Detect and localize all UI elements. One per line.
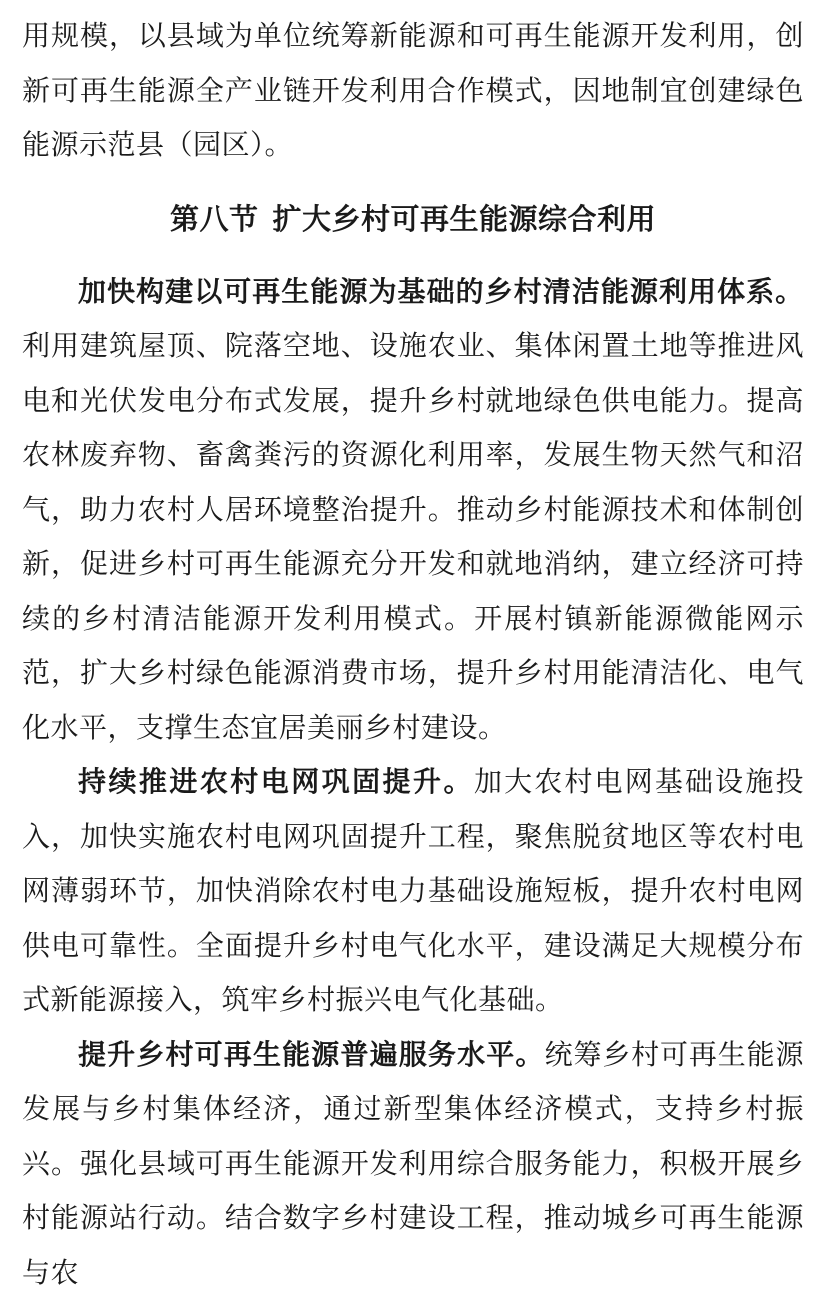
paragraph-rural-grid: [22, 755, 804, 1028]
document-page: [22, 0, 804, 1300]
paragraph-clean-energy-system: [22, 265, 804, 756]
paragraph-body: 加大农村电网基础设施投入，加快实施农村电网巩固提升工程，聚焦脱贫地区等农村电网薄弱环节，加快消除农村电力基础设施短板，提升农村电网供电可靠性。全面提升乡村电气化水平，建设满足大规模分布式新能源接入，筑牢乡村振兴电气化基础。: [22, 765, 804, 1016]
paragraph-lead: 加快构建以可再生能源为基础的乡村清洁能源利用体系。: [78, 275, 804, 308]
paragraph-lead: 持续推进农村电网巩固提升。: [78, 765, 474, 798]
continuation-paragraph: 用规模，以县域为单位统筹新能源和可再生能源开发利用，创新可再生能源全产业链开发利用合作模式，因地制宜创建绿色能源示范县（园区）。: [22, 9, 804, 173]
section-heading: [22, 183, 804, 255]
paragraph-body: 利用建筑屋顶、院落空地、设施农业、集体闲置土地等推进风电和光伏发电分布式发展，提升乡村就地绿色供电能力。提高农林废弃物、畜禽粪污的资源化利用率，发展生物天然气和沼气，助力农村人居环境整治提升。推动乡村能源技术和体制创新，促进乡村可再生能源充分开发和就地消纳，建立经济可持续的乡村清洁能源开发利用模式。开展村镇新能源微能网示范，扩大乡村绿色能源消费市场，提升乡村用能清洁化、电气化水平，支撑生态宜居美丽乡村建设。: [22, 329, 804, 744]
paragraph-body: 统筹乡村可再生能源发展与乡村集体经济，通过新型集体经济模式，支持乡村振兴。强化县域可再生能源开发利用综合服务能力，积极开展乡村能源站行动。结合数字乡村建设工程，推动城乡可再生能源与农: [22, 1038, 804, 1289]
paragraph-universal-service: [22, 1028, 804, 1300]
paragraph-lead: 提升乡村可再生能源普遍服务水平。: [78, 1038, 545, 1071]
section-number: 第八节: [170, 202, 259, 236]
section-title: 扩大乡村可再生能源综合利用: [273, 202, 657, 236]
